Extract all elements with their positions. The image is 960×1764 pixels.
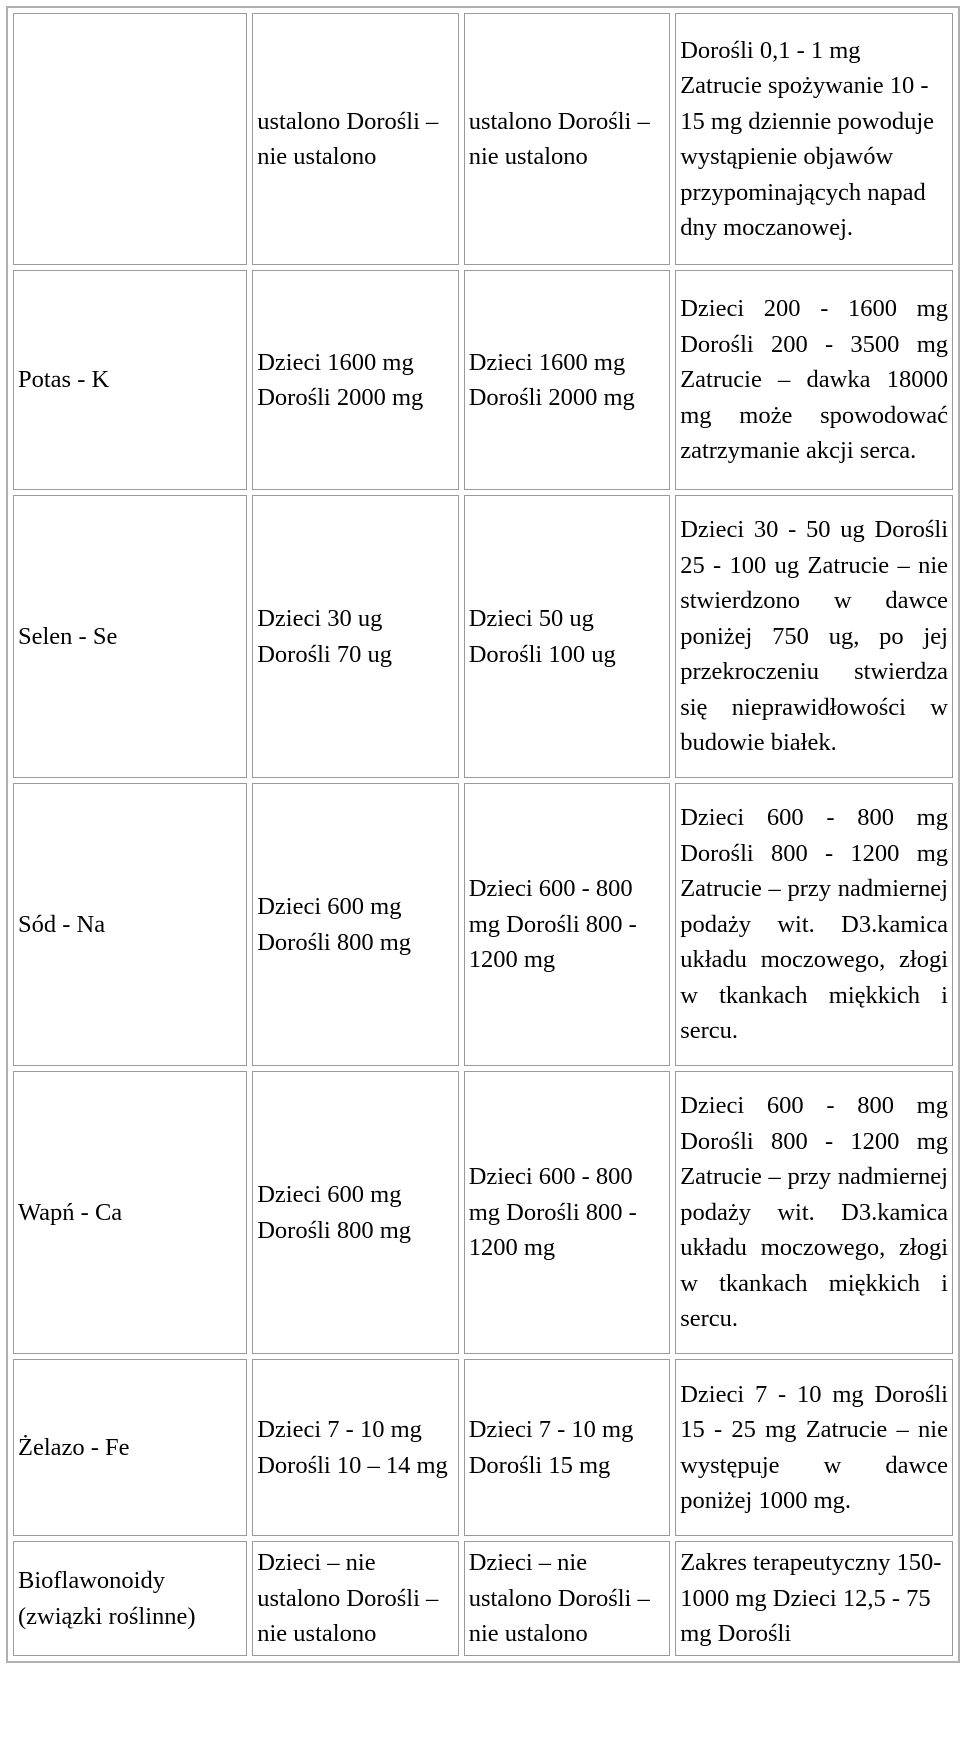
children-dose-cell: Dzieci – nie ustalono Dorośli – nie ustalono [252,1541,458,1656]
notes-cell: Dzieci 30 - 50 ug Dorośli 25 - 100 ug Zatrucie – nie stwierdzono w dawce poniżej 750 ug, po jej przekroczeniu stwierdza się nieprawidłowości w budowie białek. [675,495,953,778]
notes-cell: Dzieci 200 - 1600 mg Dorośli 200 - 3500 mg Zatrucie – dawka 18000 mg może spowodować zatrzymanie akcji serca. [675,270,953,490]
nutrient-name-cell: Sód - Na [13,783,247,1066]
adults-dose-cell: ustalono Dorośli – nie ustalono [464,13,670,265]
table-row [13,783,953,1066]
children-dose-cell: Dzieci 30 ug Dorośli 70 ug [252,495,458,778]
notes-cell: Dzieci 600 - 800 mg Dorośli 800 - 1200 mg Zatrucie – przy nadmiernej podaży wit. D3.kamica układu moczowego, złogi w tkankach miękkich i sercu. [675,783,953,1066]
children-dose-cell: Dzieci 1600 mg Dorośli 2000 mg [252,270,458,490]
nutrient-table [6,6,960,1663]
table-row [13,495,953,778]
table-row [13,1359,953,1536]
adults-dose-cell: Dzieci 1600 mg Dorośli 2000 mg [464,270,670,490]
adults-dose-cell: Dzieci 600 - 800 mg Dorośli 800 - 1200 mg [464,1071,670,1354]
notes-cell: Zakres terapeutyczny 150-1000 mg Dzieci 12,5 - 75 mg Dorośli [675,1541,953,1656]
table-row [13,270,953,490]
notes-cell: Dzieci 600 - 800 mg Dorośli 800 - 1200 mg Zatrucie – przy nadmiernej podaży wit. D3.kamica układu moczowego, złogi w tkankach miękkich i sercu. [675,1071,953,1354]
children-dose-cell: Dzieci 7 - 10 mg Dorośli 10 – 14 mg [252,1359,458,1536]
nutrient-name-cell: Bioflawonoidy (związki roślinne) [13,1541,247,1656]
nutrient-name-cell: Wapń - Ca [13,1071,247,1354]
nutrient-name-cell: Selen - Se [13,495,247,778]
notes-cell: Dzieci 7 - 10 mg Dorośli 15 - 25 mg Zatrucie – nie występuje w dawce poniżej 1000 mg. [675,1359,953,1536]
nutrient-name-cell: Żelazo - Fe [13,1359,247,1536]
table-row [13,13,953,265]
children-dose-cell: ustalono Dorośli – nie ustalono [252,13,458,265]
children-dose-cell: Dzieci 600 mg Dorośli 800 mg [252,783,458,1066]
adults-dose-cell: Dzieci 600 - 800 mg Dorośli 800 - 1200 mg [464,783,670,1066]
nutrient-name-cell [13,13,247,265]
adults-dose-cell: Dzieci 7 - 10 mg Dorośli 15 mg [464,1359,670,1536]
children-dose-cell: Dzieci 600 mg Dorośli 800 mg [252,1071,458,1354]
table-row [13,1071,953,1354]
adults-dose-cell: Dzieci – nie ustalono Dorośli – nie ustalono [464,1541,670,1656]
notes-cell: Dorośli 0,1 - 1 mg Zatrucie spożywanie 10 - 15 mg dziennie powoduje wystąpienie objawów przypominających napad dny moczanowej. [675,13,953,265]
adults-dose-cell: Dzieci 50 ug Dorośli 100 ug [464,495,670,778]
nutrient-name-cell: Potas - K [13,270,247,490]
table-row [13,1541,953,1656]
